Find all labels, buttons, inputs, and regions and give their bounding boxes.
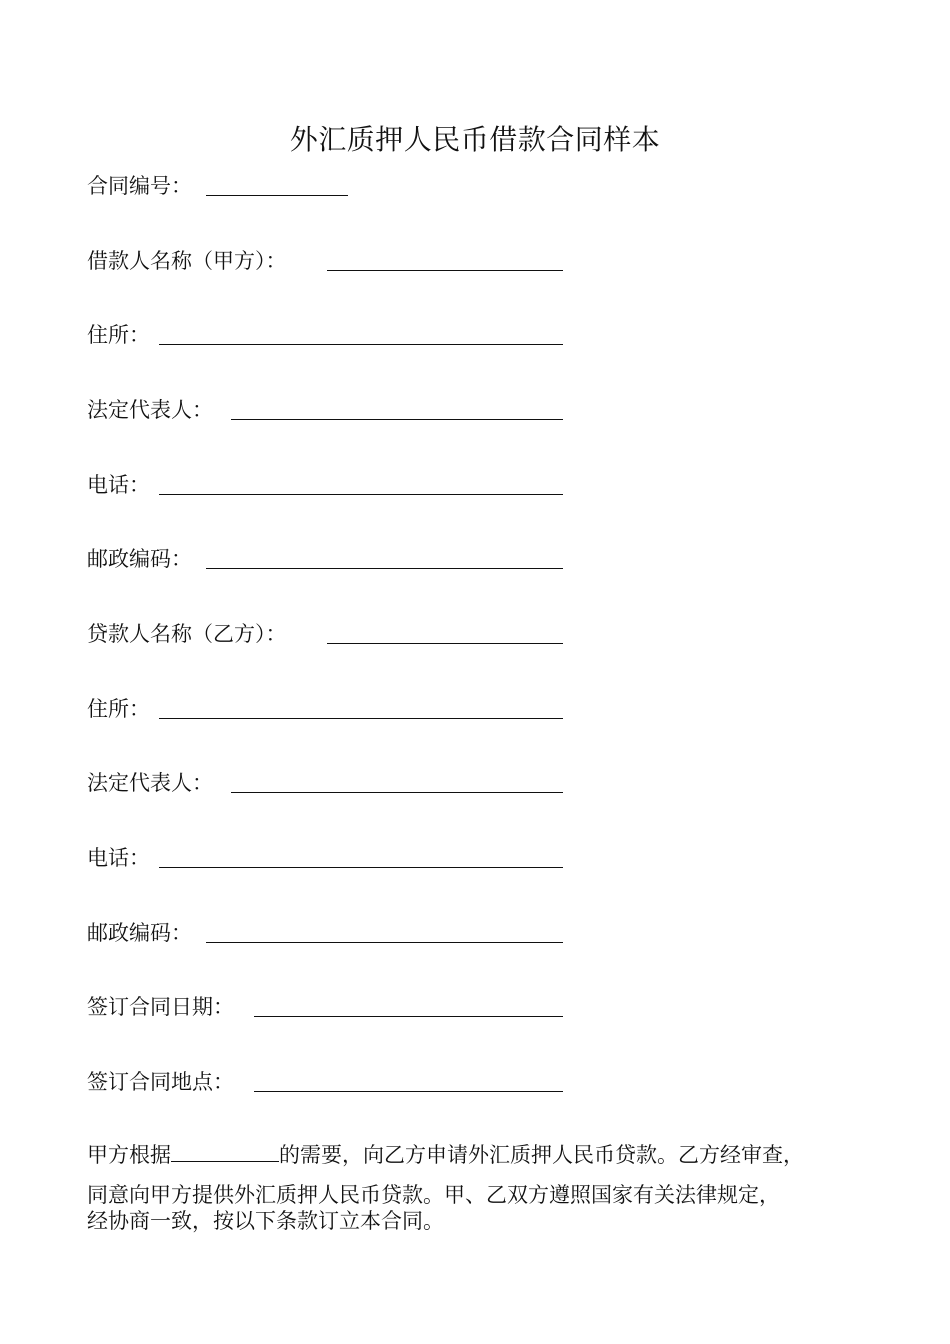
- lender-phone-blank[interactable]: [159, 867, 563, 868]
- document-title: 外汇质押人民币借款合同样本: [289, 123, 661, 156]
- lender-legal-rep-label: 法定代表人：: [87, 771, 213, 795]
- lender-address-label: 住所：: [87, 697, 150, 721]
- borrower-name-field: [87, 241, 287, 281]
- lender-postcode-blank[interactable]: [206, 942, 563, 943]
- intro-paragraph-line-2: 同意向甲方提供外汇质押人民币贷款。甲、乙双方遵照国家有关法律规定，: [87, 1183, 780, 1207]
- intro-paragraph-line-3: 经协商一致，按以下条款订立本合同。: [87, 1209, 444, 1233]
- contract-number-blank[interactable]: [206, 195, 348, 196]
- signing-place-field: [87, 1062, 234, 1102]
- borrower-legal-rep-blank[interactable]: [231, 419, 563, 420]
- intro-paragraph-line-1: [87, 1140, 887, 1170]
- signing-place-blank[interactable]: [254, 1091, 563, 1092]
- lender-address-blank[interactable]: [159, 718, 563, 719]
- borrower-address-label: 住所：: [87, 323, 150, 347]
- borrower-name-blank[interactable]: [327, 270, 563, 271]
- purpose-blank[interactable]: [171, 1141, 279, 1162]
- borrower-legal-rep-field: [87, 390, 213, 430]
- borrower-phone-blank[interactable]: [159, 494, 563, 495]
- borrower-phone-label: 电话：: [87, 473, 150, 497]
- borrower-address-field: [87, 315, 150, 355]
- contract-number-field: [87, 166, 192, 206]
- signing-place-label: 签订合同地点：: [87, 1070, 234, 1094]
- lender-name-field: [87, 614, 287, 654]
- lender-postcode-label: 邮政编码：: [87, 921, 192, 945]
- lender-legal-rep-blank[interactable]: [231, 792, 563, 793]
- borrower-postcode-field: [87, 539, 192, 579]
- borrower-address-blank[interactable]: [159, 344, 563, 345]
- borrower-postcode-label: 邮政编码：: [87, 547, 192, 571]
- contract-number-label: 合同编号：: [87, 174, 192, 198]
- lender-postcode-field: [87, 913, 192, 953]
- signing-date-label: 签订合同日期：: [87, 995, 234, 1019]
- intro-text-before-blank: 甲方根据: [87, 1143, 171, 1167]
- intro-text-after-blank: 的需要，向乙方申请外汇质押人民币贷款。乙方经审查，: [279, 1143, 804, 1167]
- lender-name-label: 贷款人名称（乙方）：: [87, 622, 287, 646]
- borrower-postcode-blank[interactable]: [206, 568, 563, 569]
- signing-date-blank[interactable]: [254, 1016, 563, 1017]
- lender-legal-rep-field: [87, 763, 213, 803]
- signing-date-field: [87, 987, 234, 1027]
- lender-phone-field: [87, 838, 150, 878]
- borrower-name-label: 借款人名称（甲方）：: [87, 249, 287, 273]
- lender-phone-label: 电话：: [87, 846, 150, 870]
- borrower-legal-rep-label: 法定代表人：: [87, 398, 213, 422]
- lender-name-blank[interactable]: [327, 643, 563, 644]
- lender-address-field: [87, 689, 150, 729]
- borrower-phone-field: [87, 465, 150, 505]
